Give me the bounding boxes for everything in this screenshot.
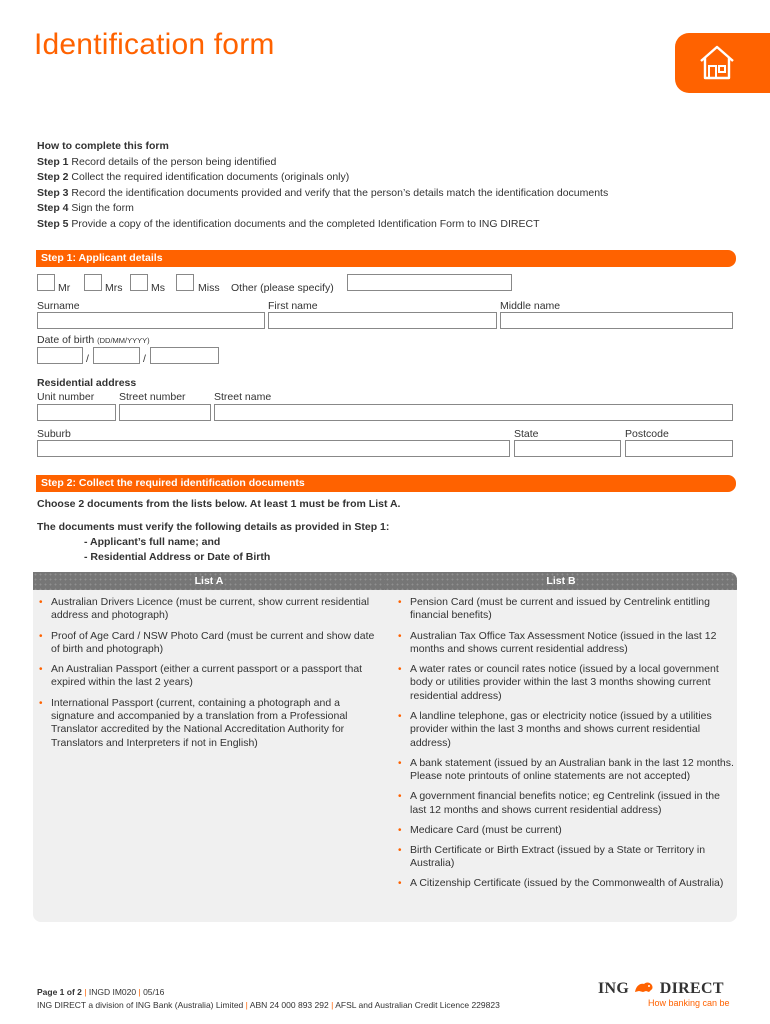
instruction-step: Step 3 Record the identification documents provided and verify that the person’s details match the identification documents: [37, 186, 609, 199]
lion-icon: [633, 980, 655, 994]
state-label: State: [514, 428, 539, 440]
miss-checkbox[interactable]: [176, 274, 194, 291]
home-tab[interactable]: [675, 33, 770, 93]
first-name-input[interactable]: [268, 312, 497, 329]
dob-month-input[interactable]: [93, 347, 140, 364]
first-name-label: First name: [268, 300, 318, 312]
mrs-label: Mrs: [105, 282, 123, 294]
choose-instruction: Choose 2 documents from the lists below. At least 1 must be from List A.: [37, 498, 401, 510]
instructions-heading: How to complete this form: [37, 140, 169, 152]
list-item: • A landline telephone, gas or electricity notice (issued by a utilities provider within the last 3 months and shows current residential address): [398, 709, 712, 749]
footer: [37, 986, 500, 1012]
verify-instruction: The documents must verify the following details as provided in Step 1:: [37, 521, 390, 533]
ing-direct-logo: ING DIRECT: [598, 980, 724, 997]
footer-line: Page 1 of 2 | INGD IM020 | 05/16: [37, 987, 165, 997]
footer-line: ING DIRECT a division of ING Bank (Australia) Limited | ABN 24 000 893 292 | AFSL and Australian Credit Licence 229823: [37, 1000, 500, 1010]
surname-label: Surname: [37, 300, 80, 312]
street-number-input[interactable]: [119, 404, 211, 421]
instruction-step: Step 5 Provide a copy of the identification documents and the completed Identification Form to ING DIRECT: [37, 217, 540, 230]
ms-checkbox[interactable]: [130, 274, 148, 291]
list-a: [39, 596, 376, 757]
list-item: • Medicare Card (must be current): [398, 823, 562, 836]
street-name-input[interactable]: [214, 404, 733, 421]
other-title-input[interactable]: [347, 274, 512, 291]
mr-label: Mr: [58, 282, 71, 294]
company-name: ING DIRECT a division of ING Bank (Australia) Limited: [37, 1000, 244, 1010]
list-b-heading: List B: [385, 572, 737, 590]
instruction-step: Step 1 Record details of the person being identified: [37, 155, 277, 168]
suburb-label: Suburb: [37, 428, 71, 440]
dob-day-input[interactable]: [37, 347, 83, 364]
other-title-label: Other (please specify): [231, 282, 334, 294]
house-icon: [695, 42, 739, 84]
mrs-checkbox[interactable]: [84, 274, 102, 291]
list-item: • Australian Drivers Licence (must be current, show current residential address and photograph): [39, 596, 370, 622]
dob-slash: /: [143, 353, 146, 365]
list-item: • A Citizenship Certificate (issued by the Commonwealth of Australia): [398, 877, 724, 890]
dob-year-input[interactable]: [150, 347, 219, 364]
surname-input[interactable]: [37, 312, 265, 329]
verify-detail: - Residential Address or Date of Birth: [84, 551, 271, 563]
dob-slash: /: [86, 353, 89, 365]
unit-number-label: Unit number: [37, 391, 95, 403]
list-b: [398, 596, 735, 898]
list-item: • Birth Certificate or Birth Extract (issued by a State or Territory in Australia): [398, 843, 706, 870]
form-date: 05/16: [143, 987, 165, 997]
list-a-heading: List A: [33, 572, 385, 590]
suburb-input[interactable]: [37, 440, 510, 457]
residential-address-heading: Residential address: [37, 377, 137, 389]
state-input[interactable]: [514, 440, 621, 457]
step1-section-bar: Step 1: Applicant details: [36, 250, 736, 267]
list-item: • Proof of Age Card / NSW Photo Card (must be current and show date of birth and photograph): [39, 629, 375, 655]
list-item: • Australian Tax Office Tax Assessment Notice (issued in the last 12 months and shows current residential address): [398, 629, 717, 655]
abn: ABN 24 000 893 292: [249, 1000, 329, 1010]
list-item: • A government financial benefits notice; eg Centrelink (issued in the last 12 months and shows current residential address): [398, 790, 720, 816]
page-number: Page 1 of 2: [37, 987, 82, 997]
document-lists: [33, 572, 737, 922]
dob-label: Date of birth (DD/MM/YYYY): [37, 334, 150, 346]
tagline: How banking can be: [648, 998, 730, 1008]
street-name-label: Street name: [214, 391, 272, 403]
postcode-label: Postcode: [625, 428, 669, 440]
list-item: • Pension Card (must be current and issued by Centrelink entitling financial benefits): [398, 596, 710, 622]
instruction-step: Step 4 Sign the form: [37, 202, 134, 215]
page-title: Identification form: [34, 28, 275, 61]
middle-name-input[interactable]: [500, 312, 733, 329]
form-code: INGD IM020: [88, 987, 137, 997]
list-item: • International Passport (current, containing a photograph and a signature and accompanied by a translation from a Professional Translator accredited by the National Accreditation Authority for Translators and Interpreters if not in English): [39, 696, 348, 749]
list-item: • A bank statement (issued by an Australian bank in the last 12 months. Please note printouts of online statements are not accepted): [398, 756, 734, 783]
instructions: [37, 139, 608, 233]
street-number-label: Street number: [119, 391, 186, 403]
mr-checkbox[interactable]: [37, 274, 55, 291]
miss-label: Miss: [198, 282, 220, 294]
list-item: • An Australian Passport (either a current passport or a passport that expired within the last 2 years): [39, 663, 363, 689]
ms-label: Ms: [151, 282, 165, 294]
afsl: AFSL and Australian Credit Licence 229823: [335, 1000, 500, 1010]
unit-number-input[interactable]: [37, 404, 116, 421]
middle-name-label: Middle name: [500, 300, 561, 312]
postcode-input[interactable]: [625, 440, 733, 457]
list-item: • A water rates or council rates notice (issued by a local government body or utilities provider within the last 3 months showing current residential address): [398, 663, 719, 702]
instruction-step: Step 2 Collect the required identification documents (originals only): [37, 171, 350, 184]
dob-format: (DD/MM/YYYY): [97, 336, 150, 345]
step2-section-bar: Step 2: Collect the required identification documents: [36, 475, 736, 492]
verify-detail: - Applicant’s full name; and: [84, 536, 221, 548]
